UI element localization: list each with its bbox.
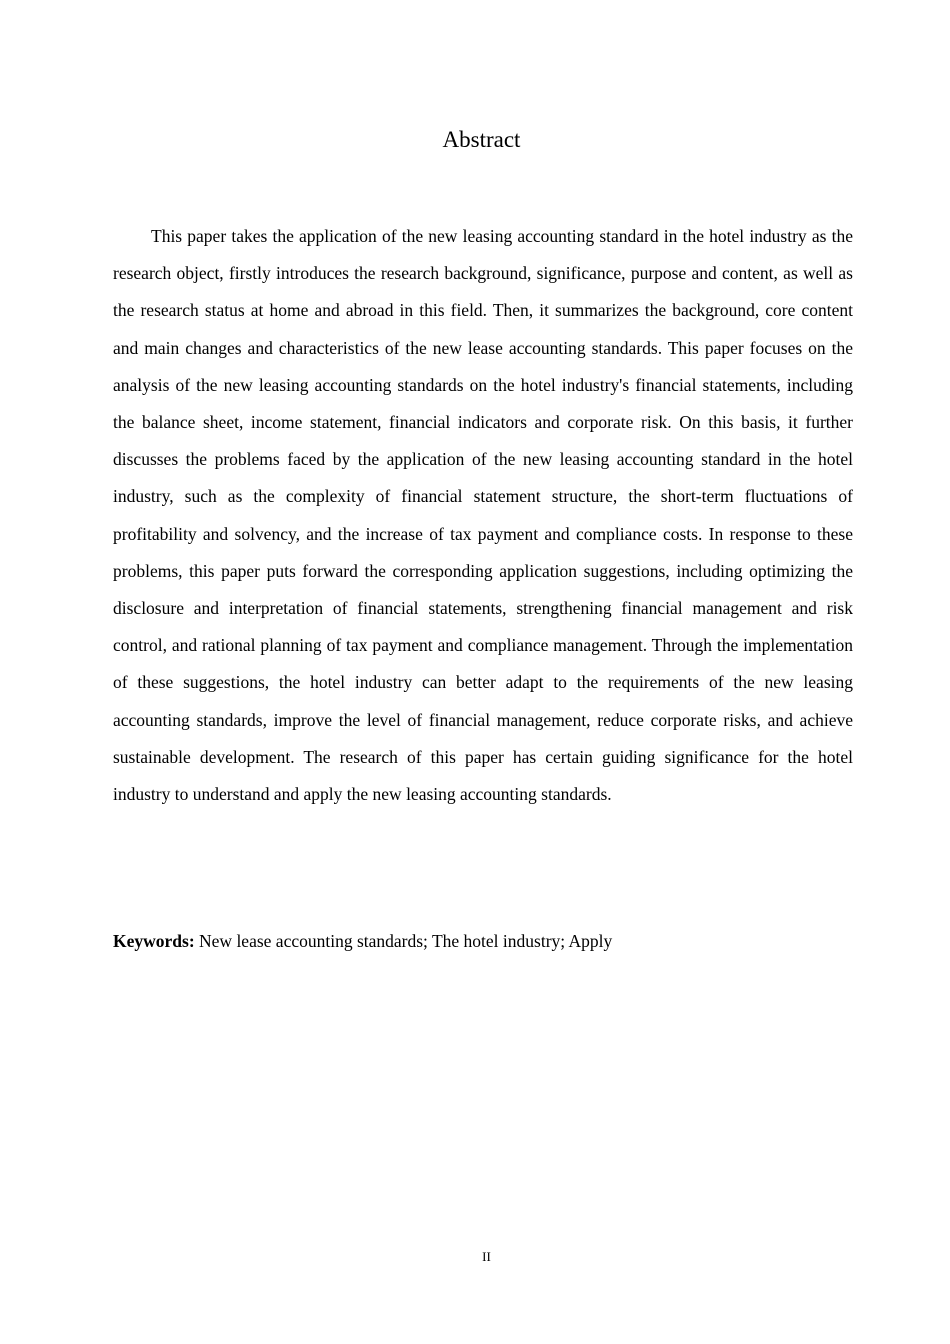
keywords-text: New lease accounting standards; The hotel industry; Apply (194, 931, 613, 951)
keywords-label: Keywords: (113, 931, 195, 951)
abstract-title: Abstract (442, 127, 521, 152)
abstract-body: This paper takes the application of the new leasing accounting standard in the hotel industry as the research object, firstly introduces the research background, significance, purpose and content, as well as the research status at home and abroad in this field. Then, it summarizes the background, core content and main changes and characteristics of the new lease accounting standards. This paper focuses on the analysis of the new leasing accounting standards on the hotel industry's financial statements, including the balance sheet, income statement, financial indicators and corporate risk. On this basis, it further discusses the problems faced by the application of the new leasing accounting standard in the hotel industry, such as the complexity of financial statement structure, the short-term fluctuations of profitability and solvency, and the increase of tax payment and compliance costs. In response to these problems, this paper puts forward the corresponding application suggestions, including optimizing the disclosure and interpretation of financial statements, strengthening financial management and risk control, and rational planning of tax payment and compliance management. Through the implementation of these suggestions, the hotel industry can better adapt to the requirements of the new leasing accounting standards, improve the level of financial management, reduce corporate risks, and achieve sustainable development. The research of this paper has certain guiding significance for the hotel industry to understand and apply the new leasing accounting standards. (113, 226, 853, 805)
page-number: II (482, 1249, 491, 1264)
keywords-line (113, 925, 853, 957)
